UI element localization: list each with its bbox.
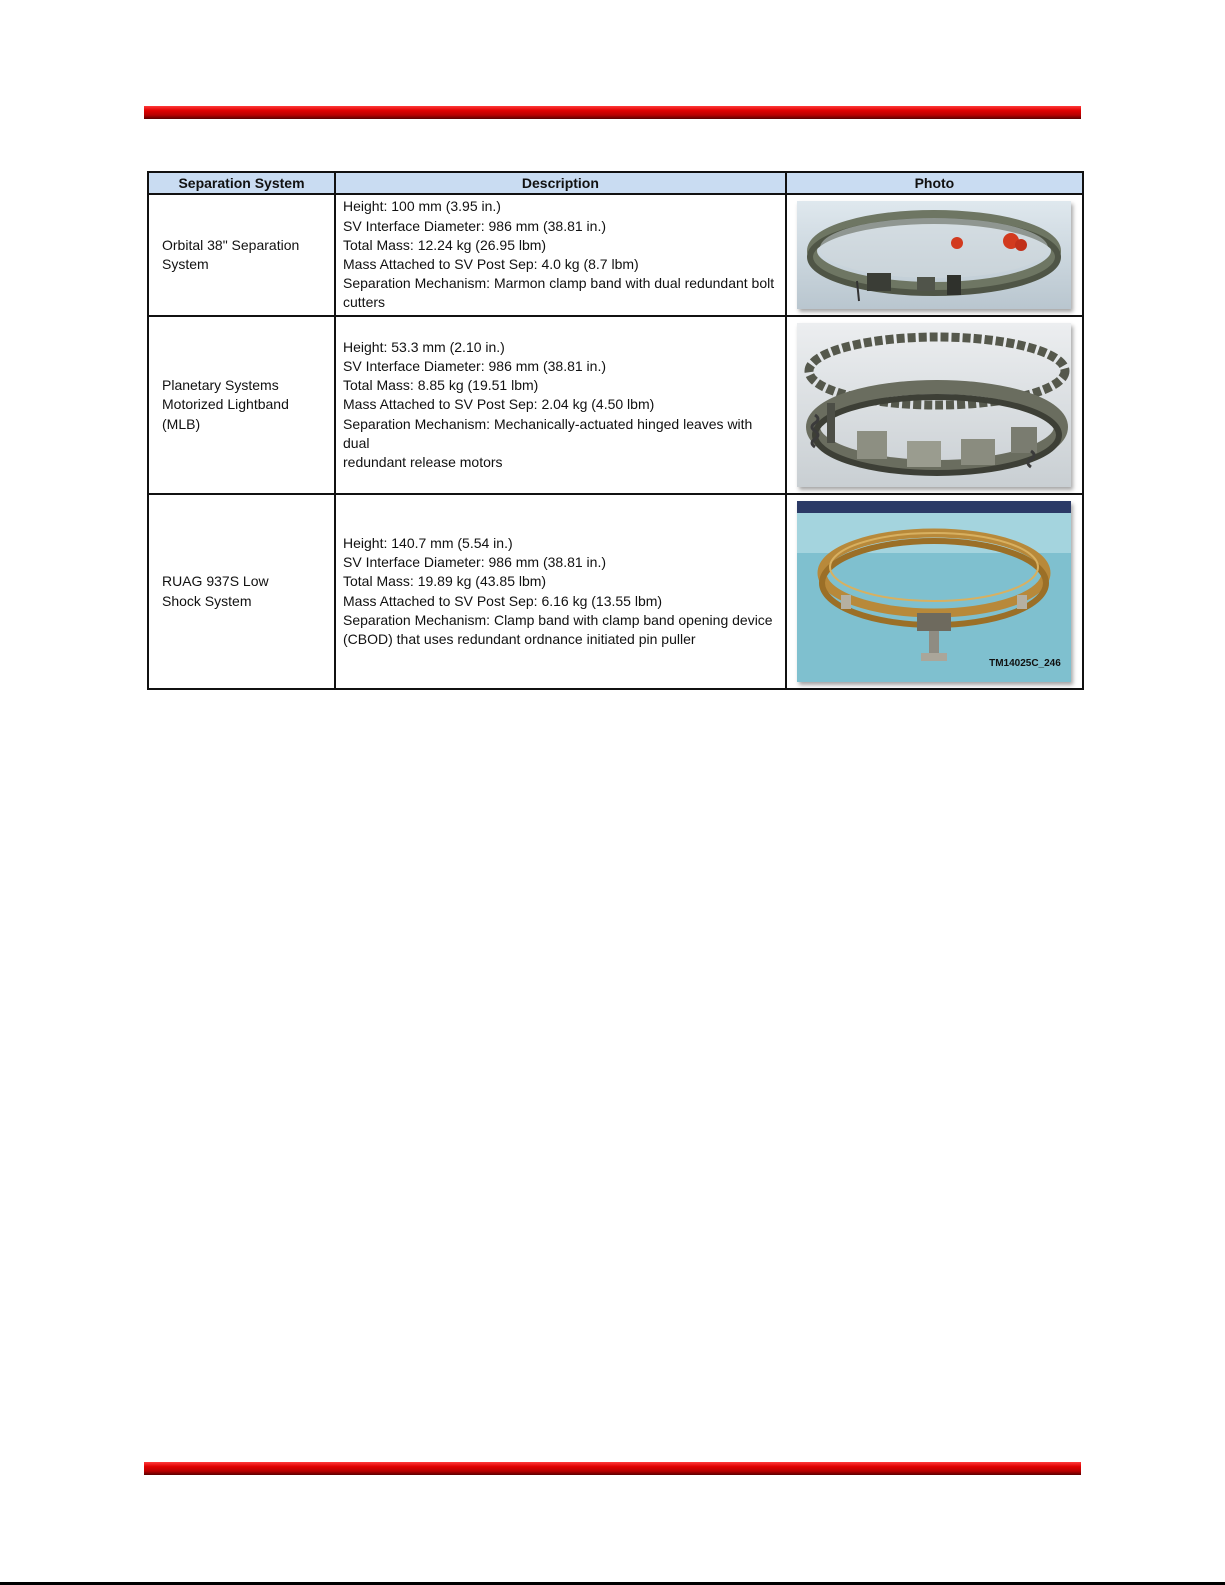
table-row xyxy=(148,494,1083,689)
name-line: (MLB) xyxy=(162,415,201,432)
description-line: Total Mass: 19.89 kg (43.85 lbm) xyxy=(343,573,547,590)
orbital-separation-ring-photo xyxy=(797,201,1071,309)
column-header-separation-system: Separation System xyxy=(148,172,335,194)
description-cell xyxy=(335,494,786,689)
separation-system-name xyxy=(148,316,335,494)
description-line: Separation Mechanism: Clamp band with clamp band opening device xyxy=(343,611,773,628)
description-line: SV Interface Diameter: 986 mm (38.81 in.) xyxy=(343,554,606,571)
description-line: Separation Mechanism: Marmon clamp band with dual redundant bolt xyxy=(343,275,775,292)
table-row xyxy=(148,316,1083,494)
photo-cell xyxy=(786,316,1083,494)
description-line: redundant release motors xyxy=(343,454,503,470)
table-header-row xyxy=(148,172,1083,194)
table-row xyxy=(148,194,1083,316)
description-line: Total Mass: 12.24 kg (26.95 lbm) xyxy=(343,236,547,253)
description-line: SV Interface Diameter: 986 mm (38.81 in.) xyxy=(343,357,606,374)
ruag-clamp-band-photo xyxy=(797,501,1071,682)
description-cell xyxy=(335,194,786,316)
name-line: Motorized Lightband xyxy=(162,396,289,413)
separation-system-name xyxy=(148,194,335,316)
separation-systems-table xyxy=(147,171,1084,690)
name-line: System xyxy=(162,256,209,272)
name-line: Planetary Systems xyxy=(162,377,279,394)
name-line: Shock System xyxy=(162,592,252,609)
description-cell xyxy=(335,316,786,494)
footer-accent-bar xyxy=(144,1462,1081,1475)
motorized-lightband-photo xyxy=(797,323,1071,487)
name-line: Orbital 38" Separation xyxy=(162,236,300,253)
description-line: Height: 53.3 mm (2.10 in.) xyxy=(343,338,505,355)
description-line: Height: 100 mm (3.95 in.) xyxy=(343,198,501,215)
column-header-description: Description xyxy=(335,172,786,194)
description-line: Mass Attached to SV Post Sep: 4.0 kg (8.7 lbm) xyxy=(343,256,639,272)
description-line: Mass Attached to SV Post Sep: 2.04 kg (4.50 lbm) xyxy=(343,396,655,413)
header-accent-bar xyxy=(144,106,1081,119)
description-line: SV Interface Diameter: 986 mm (38.81 in.) xyxy=(343,217,606,234)
description-line: Separation Mechanism: Mechanically-actuated hinged leaves with dual xyxy=(343,415,753,451)
separation-system-name xyxy=(148,494,335,689)
photo-cell xyxy=(786,194,1083,316)
description-line: (CBOD) that uses redundant ordnance initiated pin puller xyxy=(343,630,696,647)
photo-cell xyxy=(786,494,1083,689)
description-line: Mass Attached to SV Post Sep: 6.16 kg (13.55 lbm) xyxy=(343,592,663,609)
description-line: Height: 140.7 mm (5.54 in.) xyxy=(343,534,513,551)
description-line: cutters xyxy=(343,294,386,311)
column-header-photo: Photo xyxy=(786,172,1083,194)
photo-id-tag: TM14025C_246 xyxy=(989,657,1061,669)
description-line: Total Mass: 8.85 kg (19.51 lbm) xyxy=(343,377,539,394)
name-line: RUAG 937S Low xyxy=(162,573,269,590)
